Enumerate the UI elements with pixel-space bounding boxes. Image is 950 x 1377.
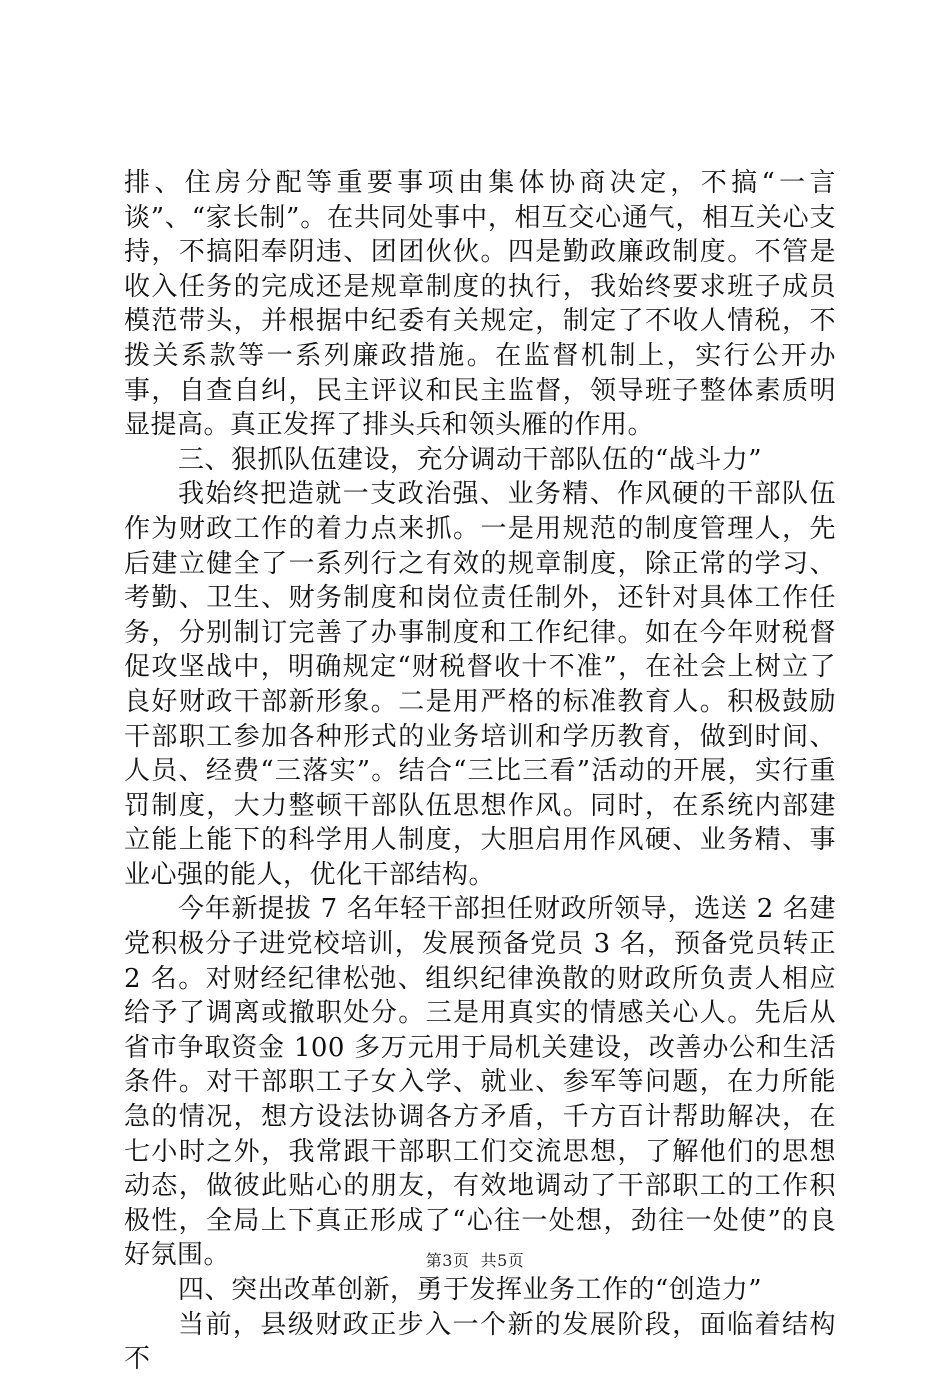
paragraph-1: 排、住房分配等重要事项由集体协商决定，不搞“一言谈”、“家长制”。在共同处事中，相互交心通气，相互关心支持，不搞阳奉阴违、团团伙伙。四是勤政廉政制度。不管是收入任务的完成还是规章制度的执行，我始终要求班子成员模范带头，并根据中纪委有关规定，制定了不收人情税，不拨关系款等一系列廉政措施。在监督机制上，实行公开办事，自查自纠，民主评议和民主监督，领导班子整体素质明显提高。真正发挥了排头兵和领头雁的作用。 — [124, 168, 836, 441]
paragraph-4: 当前，县级财政正步入一个新的发展阶段，面临着结构不 — [124, 1309, 836, 1375]
paragraph-2: 我始终把造就一支政治强、业务精、作风硬的干部队伍作为财政工作的着力点来抓。一是用规范的制度管理人，先后建立健全了一系列行之有效的规章制度，除正常的学习、考勤、卫生、财务制度和岗位责任制外，还针对具体工作任务，分别制订完善了办事制度和工作纪律。如在今年财税督促攻坚战中，明确规定“财税督收十不准”，在社会上树立了良好财政干部新形象。二是用严格的标准教育人。积极鼓励干部职工参加各种形式的业务培训和学历教育，做到时间、人员、经费“三落实”。结合“三比三看”活动的开展，实行重罚制度，大力整顿干部队伍思想作风。同时，在系统内部建立能上能下的科学用人制度，大胆启用作风硬、业务精、事业心强的能人，优化干部结构。 — [124, 479, 836, 890]
section-heading-4: 四、突出改革创新，勇于发挥业务工作的“创造力” — [178, 1275, 763, 1305]
body-text — [124, 166, 836, 1377]
page-footer — [0, 1248, 950, 1271]
paragraph-3: 今年新提拔 7 名年轻干部担任财政所领导，选送 2 名建党积极分子进党校培训，发展预备党员 3 名，预备党员转正 2 名。对财经纪律松弛、组织纪律涣散的财政所负责人相应给予了调离或撤职处分。三是用真实的情感关心人。先后从省市争取资金 100 多万元用于局机关建设，改善办公和生活条件。对干部职工子女入学、就业、参军等问题，在力所能急的情况，想方设法协调各方矛盾，千方百计帮助解决，在七小时之外，我常跟干部职工们交流思想，了解他们的思想动态，做彼此贴心的朋友，有效地调动了干部职工的工作积极性，全局上下真正形成了“心往一处想，劲往一处使”的良好氛围。 — [124, 894, 836, 1271]
page-number-label: 第3页 共5页 — [425, 1251, 525, 1270]
section-heading-3: 三、狠抓队伍建设，充分调动干部队伍的“战斗力” — [178, 444, 763, 475]
